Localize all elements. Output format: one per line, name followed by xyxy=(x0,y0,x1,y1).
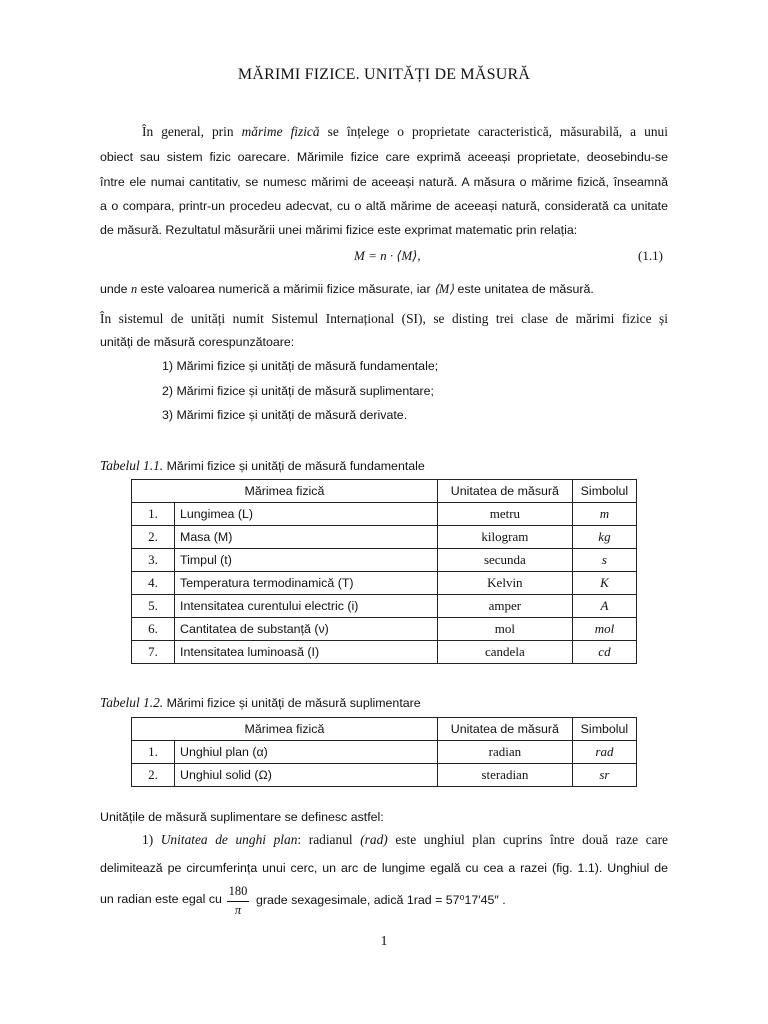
table-header-row xyxy=(132,480,637,503)
table-header-row xyxy=(132,718,637,741)
supp-def-line-3a: un radian este egal cu xyxy=(100,892,222,906)
supp-intro: Unitățile de măsură suplimentare se definesc astfel: xyxy=(100,810,384,824)
fraction-numerator: 180 xyxy=(228,884,248,898)
intro-line-1: În general, prin mărime fizică se înțelege o proprietate caracteristică, măsurabilă, a unui xyxy=(142,124,668,139)
header-symbol: Simbolul xyxy=(572,480,636,503)
list-item: 3) Mărimi fizice și unități de măsură derivate. xyxy=(162,408,408,422)
page-title: MĂRIMI FIZICE. UNITĂȚI DE MĂSURĂ xyxy=(237,66,531,83)
where-line: unde n este valoarea numerică a mărimii fizice măsurate, iar ⟨M⟩ este unitatea de măsură. xyxy=(100,282,594,296)
fraction-bar xyxy=(227,901,249,902)
si-line-1: În sistemul de unități numit Sistemul Internațional (SI), se disting trei clase de mărimi fizice și xyxy=(100,311,668,326)
table-row: 6. Cantitatea de substanță (ν) mol mol xyxy=(132,618,637,641)
equation-number: (1.1) xyxy=(638,248,663,263)
header-symbol: Simbolul xyxy=(572,718,636,741)
table2-caption: Tabelul 1.2. Mărimi fizice și unități de măsură suplimentare xyxy=(100,695,421,710)
page-number: 1 xyxy=(380,934,388,949)
intro-line-2: obiect sau sistem fizic oarecare. Mărimile fizice care exprimă aceeași proprietate, deosebindu-se xyxy=(100,150,668,164)
equation-formula: M = n · ⟨M⟩, xyxy=(354,248,421,263)
intro-line-3: între ele numai cantitativ, se numesc mărimi de aceeași natură. A măsura o mărime fizică, înseamnă xyxy=(100,175,668,189)
supp-def-line-3b: grade sexagesimale, adică 1rad = 57⁰17′45″ . xyxy=(256,893,506,907)
list-item: 1) Mărimi fizice și unități de măsură fundamentale; xyxy=(162,359,439,373)
table-row: 4. Temperatura termodinamică (T) Kelvin K xyxy=(132,572,637,595)
table-row: 2. Masa (M) kilogram kg xyxy=(132,526,637,549)
intro-line-4: a o compara, printr-un procedeu adecvat, cu o altă mărime de aceeași natură, considerată ca unitate xyxy=(100,199,668,213)
table-fundamental xyxy=(131,479,637,664)
table-row: 2. Unghiul solid (Ω) steradian sr xyxy=(132,764,637,787)
header-unit: Unitatea de măsură xyxy=(437,480,572,503)
intro-line-5: de măsură. Rezultatul măsurării unei mărimi fizice este exprimat matematic prin relația: xyxy=(100,223,578,237)
supp-def-line-2: delimitează pe circumferința unui cerc, un arc de lungime egală cu cea a razei (fig. 1.1). Unghiul de xyxy=(100,861,668,875)
header-quantity: Mărimea fizică xyxy=(132,718,438,741)
list-item: 2) Mărimi fizice și unități de măsură suplimentare; xyxy=(162,384,435,398)
table-row: 5. Intensitatea curentului electric (i) amper A xyxy=(132,595,637,618)
fraction-denominator: π xyxy=(234,903,242,917)
table-row: 1. Lungimea (L) metru m xyxy=(132,503,637,526)
header-unit: Unitatea de măsură xyxy=(437,718,572,741)
si-line-2: unități de măsură corespunzătoare: xyxy=(100,335,295,349)
table-row: 3. Timpul (t) secunda s xyxy=(132,549,637,572)
header-quantity: Mărimea fizică xyxy=(132,480,438,503)
table-supplementary xyxy=(131,717,637,787)
supp-def-line-1: 1) Unitatea de unghi plan: radianul (rad) este unghiul plan cuprins între două raze care xyxy=(142,832,668,847)
table-row: 1. Unghiul plan (α) radian rad xyxy=(132,741,637,764)
table1-caption: Tabelul 1.1. Mărimi fizice și unități de măsură fundamentale xyxy=(100,458,425,473)
table-row: 7. Intensitatea luminoasă (I) candela cd xyxy=(132,641,637,664)
